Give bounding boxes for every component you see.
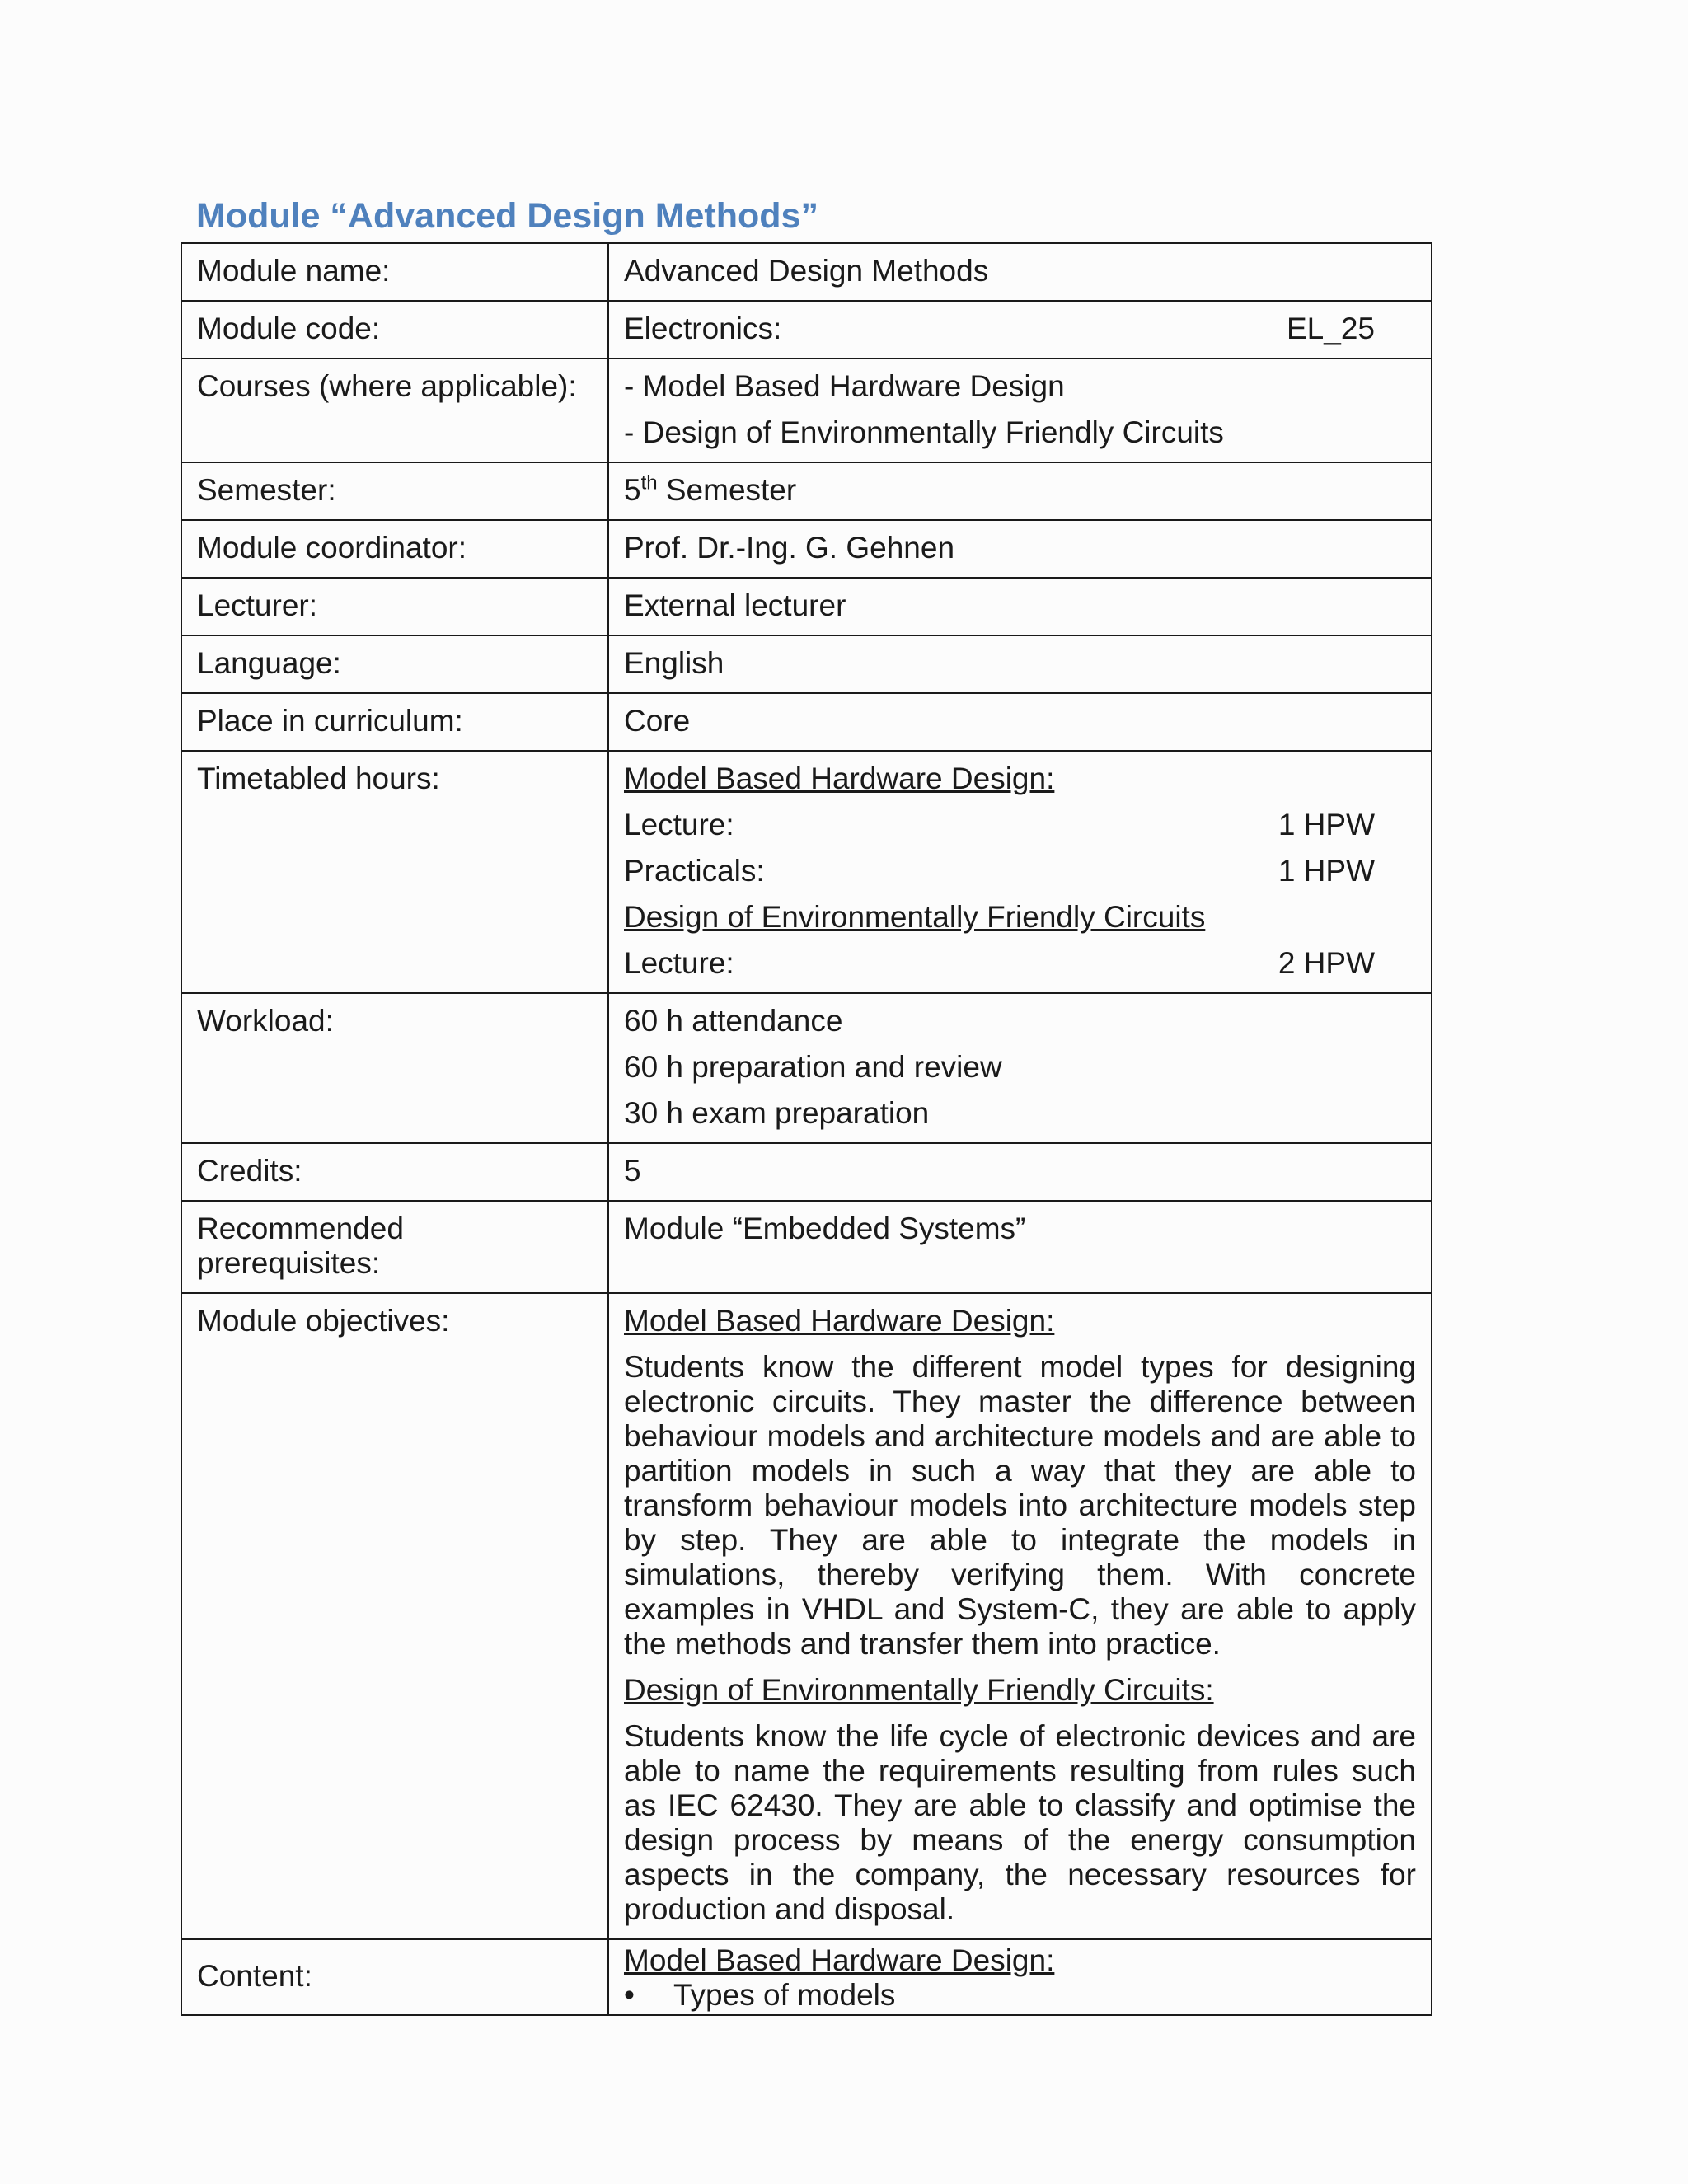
row-prerequisites	[181, 1201, 1432, 1293]
row-semester	[181, 462, 1432, 520]
row-credits	[181, 1143, 1432, 1201]
language-value: English	[608, 635, 1432, 693]
module-name-label: Module name:	[181, 243, 608, 301]
timetabled-label: Timetabled hours:	[181, 751, 608, 993]
workload-item: 30 h exam preparation	[624, 1096, 930, 1130]
module-code-cell	[608, 301, 1432, 359]
row-workload	[181, 993, 1432, 1143]
credits-value: 5	[608, 1143, 1432, 1201]
workload-label: Workload:	[181, 993, 608, 1143]
coordinator-label: Module coordinator:	[181, 520, 608, 578]
module-code-program: Electronics:	[624, 312, 782, 345]
timetabled-practicals-row	[624, 854, 1416, 888]
place-label: Place in curriculum:	[181, 693, 608, 751]
page-title: Module “Advanced Design Methods”	[196, 196, 818, 236]
courses-cell	[608, 359, 1432, 462]
timetabled-lecture-value: 1 HPW	[1278, 808, 1375, 841]
course-item: - Design of Environmentally Friendly Circuits	[624, 415, 1224, 449]
row-objectives	[181, 1293, 1432, 1939]
list-item-text: Types of models	[673, 1978, 896, 2012]
list-item	[624, 1978, 1416, 2013]
timetabled-heading: Model Based Hardware Design:	[624, 762, 1055, 795]
semester-value	[608, 462, 1432, 520]
semester-text: Semester	[657, 473, 797, 507]
workload-item: 60 h attendance	[624, 1004, 843, 1038]
courses-label: Courses (where applicable):	[181, 359, 608, 462]
content-cell	[608, 1939, 1432, 2015]
objectives-heading: Model Based Hardware Design:	[624, 1304, 1055, 1338]
row-language	[181, 635, 1432, 693]
course-item: - Model Based Hardware Design	[624, 369, 1065, 403]
objectives-label: Module objectives:	[181, 1293, 608, 1939]
coordinator-value: Prof. Dr.-Ing. G. Gehnen	[608, 520, 1432, 578]
lecturer-value: External lecturer	[608, 578, 1432, 635]
timetabled-practicals-value: 1 HPW	[1278, 854, 1375, 888]
row-coordinator	[181, 520, 1432, 578]
row-courses	[181, 359, 1432, 462]
credits-label: Credits:	[181, 1143, 608, 1201]
semester-label: Semester:	[181, 462, 608, 520]
content-label: Content:	[181, 1939, 608, 2015]
objectives-cell	[608, 1293, 1432, 1939]
timetabled-lecture-value: 2 HPW	[1278, 946, 1375, 980]
lecturer-label: Lecturer:	[181, 578, 608, 635]
timetabled-lecture-row	[624, 946, 1416, 981]
module-code-value: EL_25	[1287, 312, 1375, 345]
semester-suffix: th	[640, 471, 658, 494]
workload-item: 60 h preparation and review	[624, 1050, 1002, 1084]
content-heading: Model Based Hardware Design:	[624, 1943, 1055, 1977]
module-code-label: Module code:	[181, 301, 608, 359]
bullet-icon: •	[624, 1978, 635, 2012]
row-module-code	[181, 301, 1432, 359]
workload-cell	[608, 993, 1432, 1143]
place-value: Core	[608, 693, 1432, 751]
module-table	[181, 242, 1432, 2016]
prerequisites-value: Module “Embedded Systems”	[608, 1201, 1432, 1293]
timetabled-cell	[608, 751, 1432, 993]
objectives-paragraph: Students know the life cycle of electronic devices and are able to name the requirements resulting from rules such as IEC 62430. They are able to classify and optimise the design process by means of the energy consumption aspects in the company, the necessary resources for production and disposal.	[624, 1719, 1416, 1926]
row-content	[181, 1939, 1432, 2015]
timetabled-practicals-label: Practicals:	[624, 854, 765, 888]
objectives-heading: Design of Environmentally Friendly Circuits:	[624, 1673, 1214, 1707]
row-timetabled	[181, 751, 1432, 993]
language-label: Language:	[181, 635, 608, 693]
module-name-value: Advanced Design Methods	[608, 243, 1432, 301]
row-place	[181, 693, 1432, 751]
row-lecturer	[181, 578, 1432, 635]
timetabled-heading: Design of Environmentally Friendly Circuits	[624, 900, 1206, 934]
semester-number: 5	[624, 473, 641, 507]
timetabled-lecture-row	[624, 808, 1416, 842]
objectives-paragraph: Students know the different model types for designing electronic circuits. They master the difference between behaviour models and architecture models and are able to partition models in such a way that they are able to transform behaviour models into architecture models step by step. They are able to integrate the models in simulations, thereby verifying them. With concrete examples in VHDL and System-C, they are able to apply the methods and transfer them into practice.	[624, 1350, 1416, 1661]
timetabled-lecture-label: Lecture:	[624, 808, 734, 841]
prerequisites-label: Recommended prerequisites:	[181, 1201, 608, 1293]
timetabled-lecture-label: Lecture:	[624, 946, 734, 980]
row-module-name	[181, 243, 1432, 301]
